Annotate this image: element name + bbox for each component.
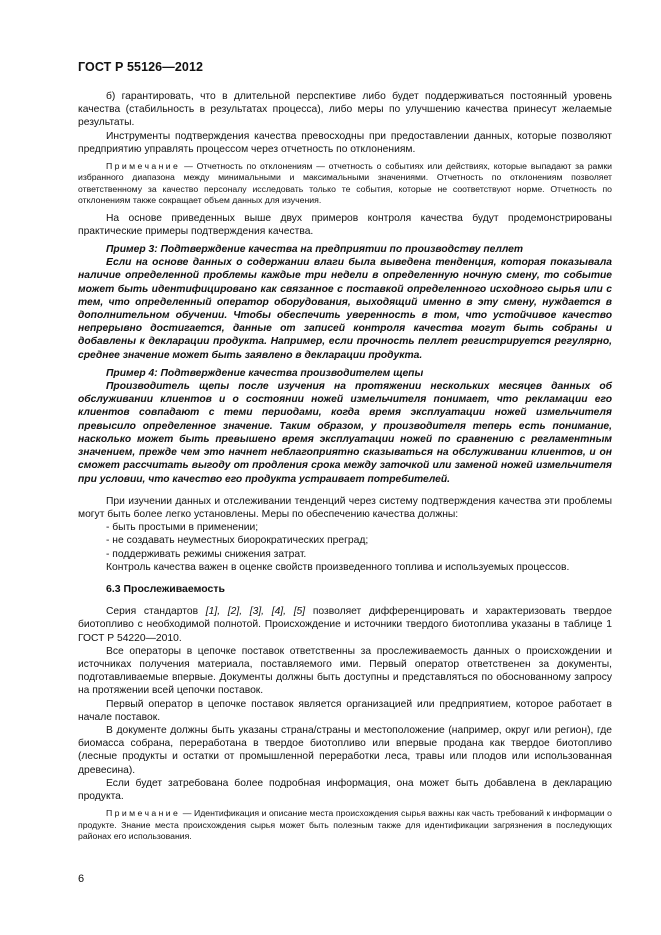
bibliography-refs: [1], [2], [3], [4], [5] — [205, 606, 306, 618]
paragraph: В документе должны быть указаны страна/страны и местоположение (например, округ или регион), где биомасса собрана, переработана в твердое биотопливо или впервые продана как твердое биотопливо (лесные продукты и остатки от промышленной переработки леса, травы или плодов или использованная древесина). — [78, 724, 612, 776]
example-title: Пример 4: Подтверждение качества производителем щепы — [106, 367, 424, 379]
paragraph: Первый оператор в цепочке поставок является организацией или предприятием, которое работает в начале поставок. — [78, 698, 612, 723]
note — [78, 808, 612, 842]
note-label: Примечание — [106, 808, 181, 819]
paragraph: Инструменты подтверждения качества превосходны при предоставлении данных, которые позволяют предприятию управлять процессом через отчетность по отклонениям. — [78, 130, 612, 155]
paragraph: Контроль качества важен в оценке свойств произведенного топлива и используемых процессов. — [106, 561, 570, 573]
paragraph-text: позволяет дифференцировать и характеризовать твердое биотопливо с необходимой полнотой. Происхождение и источники твердого биотоплива указаны в таблице 1 ГОСТ Р 54220—2010. — [78, 606, 612, 644]
note — [78, 161, 612, 207]
paragraph: На основе приведенных выше двух примеров контроля качества будут продемонстрированы практические примеры подтверждения качества. — [78, 212, 612, 237]
example-body: Если на основе данных о содержании влаги была выведена тенденция, которая показывала наличие определенной проблемы каждые три недели в определенную ночную смену, то событие может быть идентифицировано как связанное с поставкой определенного исходного сырья или с тем, что определенный оператор оборудования, выходящий именно в эту смену, нуждается в дополнительном обучении. Чтобы обеспечить уверенность в том, что устойчивое качество непрерывно достигается, данные от записей контроля качества могут быть собраны и добавлены к декларации продукта. Например, если прочность пеллет регистрируется регулярно, среднее значение может быть заявлено в декларации продукта. — [78, 257, 612, 361]
list-item: - поддерживать режимы снижения затрат. — [106, 548, 307, 560]
list-item: - быть простыми в применении; — [106, 522, 259, 534]
paragraph: Все операторы в цепочке поставок ответственны за прослеживаемость данных о происхождении и источниках получения материала, поставляемого ими. Первый оператор ответственен за документы, подготавливаемые впервые. Документы должны быть доступны и представляться по обоснованному запросу на протяжении всей цепочки поставок. — [78, 645, 612, 697]
paragraph: При изучении данных и отслеживании тенденций через систему подтверждения качества эти проблемы могут быть более легко установлены. Меры по обеспечению качества должны: — [78, 495, 612, 520]
section-title: 6.3 Прослеживаемость — [106, 582, 225, 595]
page-number: 6 — [78, 873, 85, 885]
paragraph — [78, 605, 612, 645]
paragraph: Если будет затребована более подробная информация, она может быть добавлена в декларацию продукта. — [78, 777, 612, 802]
document-header: ГОСТ Р 55126—2012 — [78, 60, 204, 74]
example-body: Производитель щепы после изучения на протяжении нескольких месяцев данных об обслуживании клиентов и о состоянии ножей измельчителя понимает, что рекламации его клиентов совпадают с теми периодами, когда время эксплуатации ножей измельчителя превысило определенное значение. Таким образом, у производителя теперь есть понимание, насколько может быть превышено время эксплуатации ножей по сравнению с регламентным значением, прежде чем это начнет неблагоприятно сказываться на обслуживании клиентов, и он сможет рассчитать выгоду от продления срока между заточкой или заменой ножей измельчителя при условии, что качество его продукта устраивает потребителей. — [78, 381, 612, 485]
note-label: Примечание — [106, 161, 181, 172]
paragraph-text: Серия стандартов — [106, 606, 206, 618]
list-item: - не создавать неуместных биорократических преград; — [106, 535, 369, 547]
note-text: — Идентификация и описание места происхождения сырья важны как часть требований к информации о продукте. Знание места происхождения сырья может быть полезным также для идентификации загрязнения в последующих районах его использования. — [78, 808, 612, 841]
example-title: Пример 3: Подтверждение качества на предприятии по производству пеллет — [106, 244, 524, 256]
paragraph: б) гарантировать, что в длительной перспективе либо будет поддерживаться постоянный уровень качества (стабильность в результатах процесса), либо меры по улучшению качества принесут желаемые результаты. — [78, 91, 612, 129]
document-body — [78, 90, 612, 842]
note-text: — Отчетность по отклонениям — отчетность о событиях или действиях, которые выпадают за рамки избранного диапазона между минимальными и максимальными значениями. Отчетность по отклонениям позволяет ответственному за качество персоналу исследовать только те события, которые не соответствуют норме. Отчетность по отклонениям также сокращает объем данных для изучения. — [78, 161, 612, 206]
